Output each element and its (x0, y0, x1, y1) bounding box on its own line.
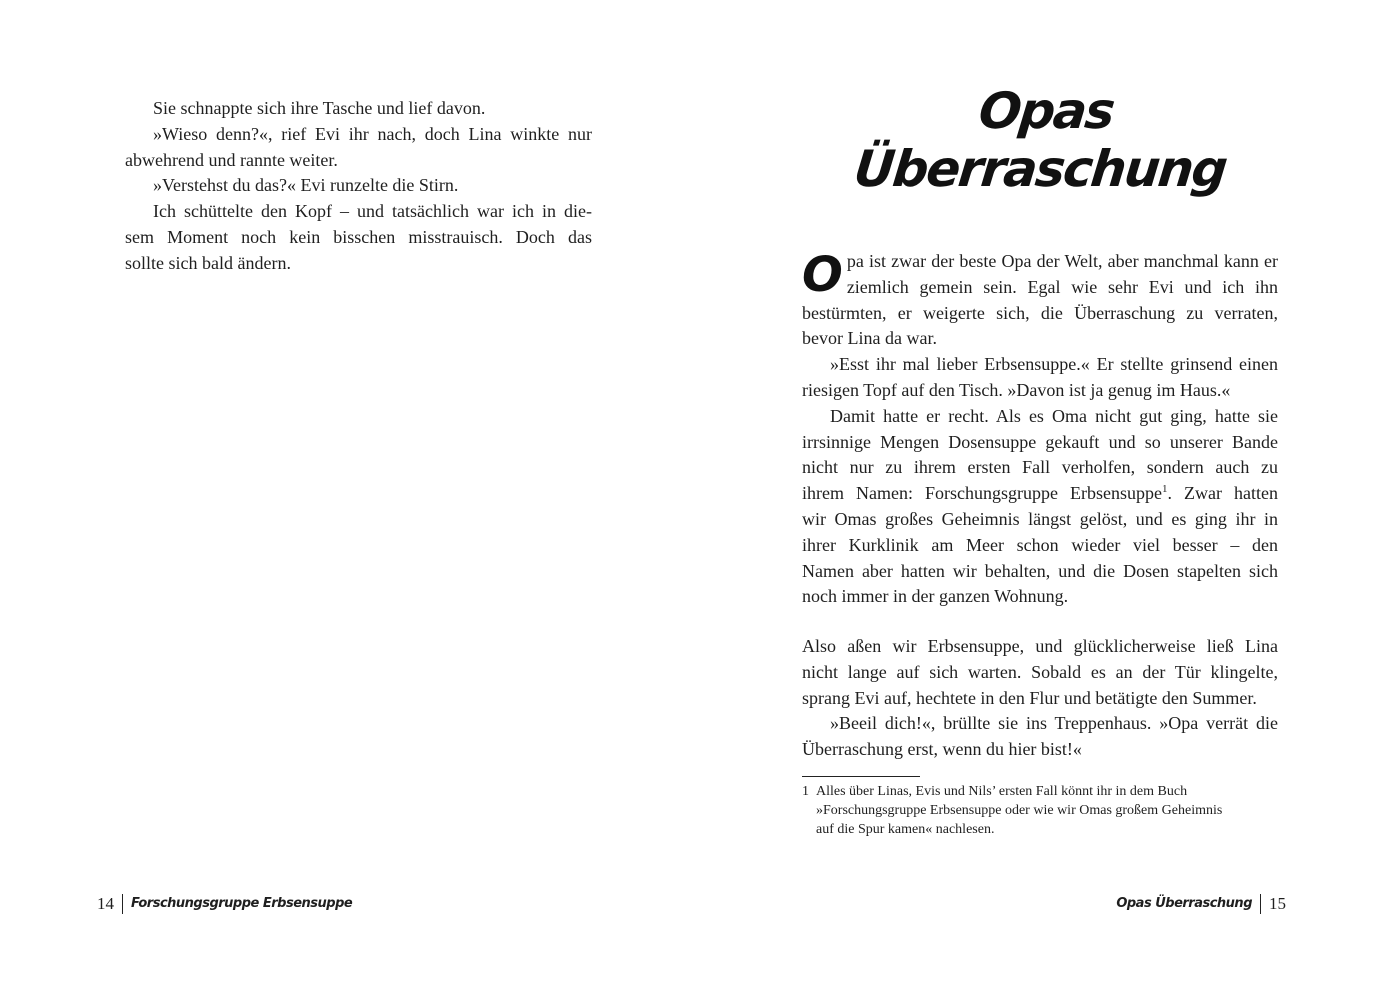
text-line-content: sprang Evi auf, hechtete in den Flur und betätigte den Summer. (802, 687, 1257, 708)
text-line-content: ziemlich gemein sein. Egal wie sehr Evi und ich ihn (846, 276, 1278, 297)
footnote-rule (802, 776, 920, 777)
page-number-left: 14 (97, 894, 114, 913)
footnote-number: 1 (802, 784, 809, 799)
text-line (802, 507, 1278, 533)
text-line (125, 199, 592, 225)
text-line-content: Namen aber hatten wir behalten, und die Dosen stapelten sich (802, 560, 1278, 581)
text-line (802, 584, 1278, 610)
right-page (698, 0, 1395, 1000)
text-line (802, 559, 1278, 585)
text-line-content: Also aßen wir Erbsensuppe, und glücklicherweise ließ Lina (802, 636, 1278, 656)
text-line (802, 249, 1278, 275)
running-head-left: Forschungsgruppe Erbsensuppe (131, 896, 353, 911)
text-line (802, 455, 1278, 481)
text-line (125, 96, 592, 122)
right-footer (1116, 893, 1286, 915)
text-line-content: sollte sich bald ändern. (125, 252, 291, 273)
text-line-content: »Wieso denn?«, rief Evi ihr nach, doch Lina winkte nur (153, 123, 592, 144)
text-line-content: Ich schüttelte den Kopf – und tatsächlich war ich in die- (153, 201, 592, 222)
footnote (802, 782, 1282, 839)
text-line (125, 148, 592, 174)
text-line-content: Überraschung erst, wenn du hier bist!« (802, 739, 1082, 760)
text-line (802, 634, 1278, 660)
text-line-continuation: . Zwar hatten (1167, 483, 1278, 504)
text-line-content: nicht lange auf sich warten. Sobald es an der Tür klingelte, (802, 661, 1278, 682)
text-line (802, 481, 1278, 507)
text-line (125, 173, 592, 199)
text-line (802, 660, 1278, 686)
text-line-content: »Esst ihr mal lieber Erbsensuppe.« Er stellte grinsend einen (830, 354, 1278, 375)
text-line-content: bevor Lina da war. (802, 328, 937, 349)
footer-divider (122, 894, 123, 914)
right-body-text-second (802, 634, 1278, 763)
text-line (802, 404, 1278, 430)
text-line-content: nicht nur zu ihrem ersten Fall verholfen, sondern auch zu (802, 457, 1278, 478)
footer-divider (1260, 894, 1261, 914)
text-line (125, 122, 592, 148)
text-line (802, 352, 1278, 378)
running-head-right: Opas Überraschung (1116, 896, 1252, 911)
left-body-text (125, 96, 592, 277)
text-line (802, 301, 1278, 327)
text-line-content: abwehrend und rannte weiter. (125, 149, 338, 170)
text-line (802, 430, 1278, 456)
chapter-title: Opas Überraschung (851, 82, 1229, 198)
footnote-text (816, 782, 1282, 839)
text-line-content: ihrem Namen: Forschungsgruppe Erbsensuppe (802, 483, 1162, 504)
text-line (802, 275, 1278, 301)
text-line (802, 378, 1278, 404)
text-line-content: noch immer in der ganzen Wohnung. (802, 586, 1069, 607)
text-line-content: wir Omas großes Geheimnis längst gelöst, und es ging ihr in (802, 508, 1278, 529)
footnote-line: »Forschungsgruppe Erbsensuppe oder wie wir Omas großem Geheimnis (816, 803, 1223, 818)
text-line-content: sem Moment noch kein bisschen misstrauisch. Doch das (125, 226, 592, 247)
drop-cap: O (802, 247, 843, 303)
text-line (802, 686, 1278, 712)
text-line-content: irrsinnige Mengen Dosensuppe gekauft und so unserer Bande (802, 431, 1278, 452)
text-line-content: »Verstehst du das?« Evi runzelte die Stirn. (153, 175, 459, 196)
text-line-content: Sie schnappte sich ihre Tasche und lief davon. (153, 98, 486, 118)
text-line (802, 737, 1278, 763)
text-line (125, 225, 592, 251)
text-line (802, 326, 1278, 352)
right-body-text-first (802, 249, 1278, 610)
page-number-right: 15 (1269, 894, 1286, 913)
text-line-content: bestürmten, er weigerte sich, die Überraschung zu verraten, (802, 302, 1278, 323)
text-line-content: Damit hatte er recht. Als es Oma nicht gut ging, hatte sie (830, 405, 1278, 426)
text-line (125, 251, 592, 277)
text-line-content: pa ist zwar der beste Opa der Welt, aber manchmal kann er (846, 251, 1278, 271)
text-line (802, 533, 1278, 559)
left-page (0, 0, 697, 1000)
footnote-line: Alles über Linas, Evis und Nils’ ersten Fall könnt ihr in dem Buch (816, 784, 1188, 799)
text-line-content: riesigen Topf auf den Tisch. »Davon ist ja genug im Haus.« (802, 379, 1231, 400)
left-footer (97, 893, 352, 915)
text-line-content: »Beeil dich!«, brüllte sie ins Treppenhaus. »Opa verrät die (830, 713, 1278, 734)
footnote-ref: 1 (1162, 483, 1168, 496)
footnote-line: auf die Spur kamen« nachlesen. (816, 822, 995, 837)
text-line (802, 711, 1278, 737)
text-line-content: ihrer Kurklinik am Meer schon wieder viel besser – den (802, 534, 1278, 555)
